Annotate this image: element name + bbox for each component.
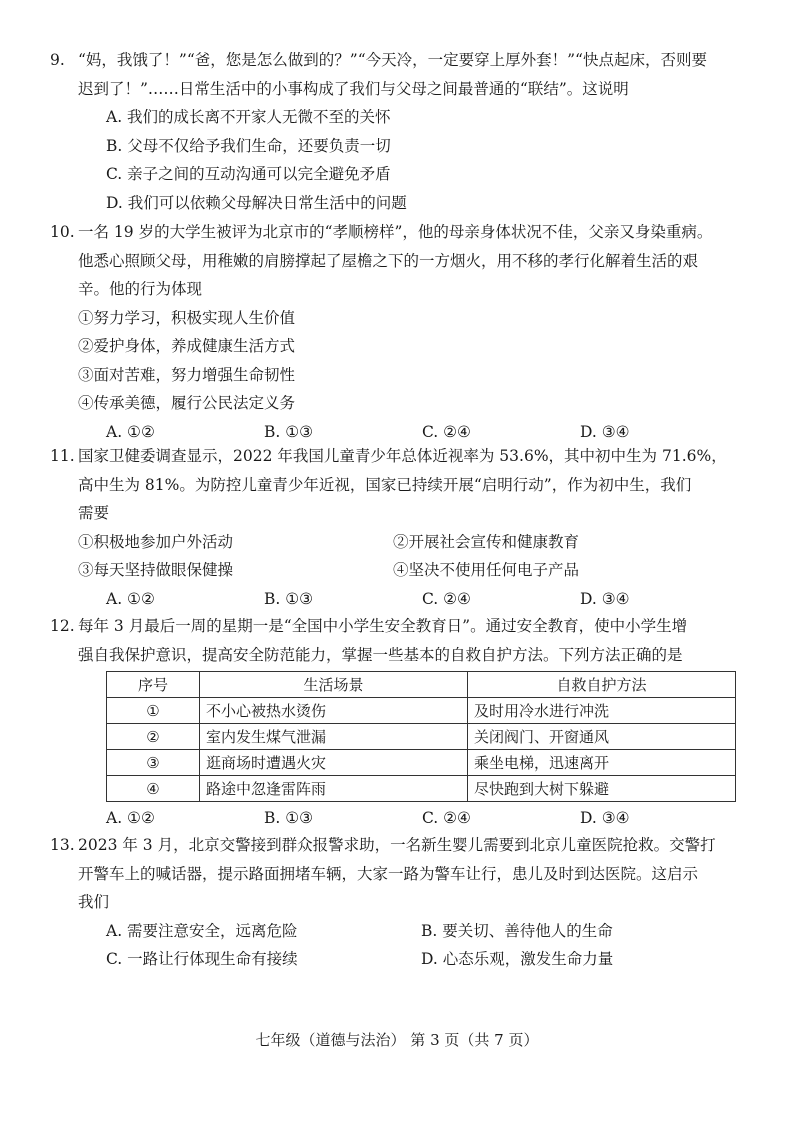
question-12	[50, 612, 746, 669]
question-text: 2023 年 3 月，北京交警接到群众报警求助，一名新生婴儿需要到北京儿童医院抢救。交警打	[78, 836, 716, 854]
question-11-stem-line-2: 高中生为 81%。为防控儿童青少年近视，国家已持续开展“启明行动”，作为初中生，我们	[78, 475, 692, 494]
table-cell: 不小心被热水烫伤	[200, 698, 468, 724]
choice-d: D. ③④	[580, 422, 630, 441]
question-11-stem-line-3: 需要	[78, 504, 110, 522]
question-number: 12.	[50, 617, 75, 635]
statement-2: ②爱护身体，养成健康生活方式	[78, 337, 296, 355]
question-text: 每年 3 月最后一周的星期一是“全国中小学生安全教育日”。通过安全教育，使中小学生增	[78, 617, 688, 635]
choice-b: B. ①③	[264, 809, 314, 827]
question-10-stem-line-3: 辛。他的行为体现	[78, 280, 203, 298]
table-cell: 乘坐电梯，迅速离开	[468, 750, 736, 776]
question-9	[50, 46, 746, 217]
choice-a: A. ①②	[106, 589, 155, 608]
question-12-stem-line-2: 强自我保护意识，提高安全防范能力，掌握一些基本的自救自护方法。下列方法正确的是	[78, 645, 683, 664]
statement-4: ④传承美德，履行公民法定义务	[78, 394, 296, 412]
choice-d: D. ③④	[580, 809, 630, 827]
table-row	[107, 750, 736, 776]
table-cell: ②	[107, 724, 200, 750]
choice-c: C. ②④	[422, 809, 471, 827]
page-footer: 七年级（道德与法治） 第 3 页（共 7 页）	[255, 1031, 539, 1049]
option-b: B. 要关切、善待他人的生命	[421, 921, 613, 940]
table-row	[107, 776, 736, 802]
choice-d: D. ③④	[580, 589, 630, 608]
table-cell: 及时用冷水进行冲洗	[468, 698, 736, 724]
option-row	[78, 945, 746, 974]
statement-3: ③每天坚持做眼保健操	[78, 561, 234, 579]
table-row	[107, 698, 736, 724]
question-12-choices	[78, 804, 746, 833]
safety-methods-table	[106, 671, 736, 802]
option-row	[78, 917, 746, 946]
table-header: 序号	[107, 672, 200, 698]
option-b: B. 父母不仅给予我们生命，还要负责一切	[106, 136, 391, 155]
table-cell: ①	[107, 698, 200, 724]
question-13-stem-line-3: 我们	[78, 893, 110, 911]
table-header: 自救自护方法	[468, 672, 736, 698]
statement-2: ②开展社会宣传和健康教育	[393, 532, 580, 551]
option-c: C. 一路让行体现生命有接续	[106, 950, 298, 968]
table-header-row	[107, 672, 736, 698]
choice-a: A. ①②	[106, 809, 155, 827]
table-cell: 室内发生煤气泄漏	[200, 724, 468, 750]
option-d: D. 我们可以依赖父母解决日常生活中的问题	[106, 193, 407, 212]
choice-a: A. ①②	[106, 422, 155, 441]
question-number: 9.	[50, 51, 65, 69]
choice-c: C. ②④	[422, 589, 471, 608]
table-cell: 关闭阀门、开窗通风	[468, 724, 736, 750]
table-cell: 尽快跑到大树下躲避	[468, 776, 736, 802]
option-d: D. 心态乐观，激发生命力量	[421, 950, 614, 968]
question-11-stem-line-1	[50, 442, 746, 471]
question-9-stem-line-1	[50, 46, 746, 75]
table-cell: 路途中忽逢雷阵雨	[200, 776, 468, 802]
question-text: 国家卫健委调查显示，2022 年我国儿童青少年总体近视率为 53.6%，其中初中生为 71.6%，	[78, 447, 727, 465]
question-number: 13.	[50, 836, 75, 854]
table-cell: ④	[107, 776, 200, 802]
question-13	[50, 831, 746, 974]
question-9-stem-line-2: 迟到了！”……日常生活中的小事构成了我们与父母之间最普通的“联结”。这说明	[78, 79, 629, 98]
question-10	[50, 218, 746, 446]
table-row	[107, 724, 736, 750]
table-cell: 逛商场时遭遇火灾	[200, 750, 468, 776]
question-12-stem-line-1	[50, 612, 746, 641]
option-a: A. 需要注意安全，远离危险	[106, 921, 298, 940]
question-13-stem-line-1	[50, 831, 746, 860]
question-11	[50, 442, 746, 613]
choice-b: B. ①③	[264, 589, 314, 608]
question-text: 一名 19 岁的大学生被评为北京市的“孝顺榜样”，他的母亲身体状况不佳，父亲又身染重病。	[78, 223, 713, 241]
question-number: 10.	[50, 223, 75, 241]
statement-1: ①积极地参加户外活动	[78, 532, 234, 551]
choice-row	[78, 585, 746, 614]
option-c: C. 亲子之间的互动沟通可以完全避免矛盾	[106, 165, 391, 183]
table-header: 生活场景	[200, 672, 468, 698]
question-13-stem-line-2: 开警车上的喊话器，提示路面拥堵车辆，大家一路为警车让行，患儿及时到达医院。这启示	[78, 864, 699, 883]
question-10-stem-line-1	[50, 218, 746, 247]
choice-c: C. ②④	[422, 422, 471, 441]
statement-4: ④坚决不使用任何电子产品	[393, 561, 580, 579]
choice-b: B. ①③	[264, 422, 314, 441]
statement-1: ①努力学习，积极实现人生价值	[78, 308, 296, 327]
question-number: 11.	[50, 447, 75, 465]
option-a: A. 我们的成长离不开家人无微不至的关怀	[106, 108, 391, 126]
table-cell: ③	[107, 750, 200, 776]
statement-row	[78, 528, 746, 557]
question-text: “妈，我饿了！”“爸，您是怎么做到的？”“今天冷，一定要穿上厚外套！”“快点起床，否则要	[78, 51, 707, 69]
statement-row	[78, 556, 746, 585]
question-10-stem-line-2: 他悉心照顾父母，用稚嫩的肩膀撑起了屋檐之下的一方烟火，用不移的孝行化解着生活的艰	[78, 251, 699, 270]
statement-3: ③面对苦难，努力增强生命韧性	[78, 365, 296, 384]
choice-row	[78, 804, 746, 833]
